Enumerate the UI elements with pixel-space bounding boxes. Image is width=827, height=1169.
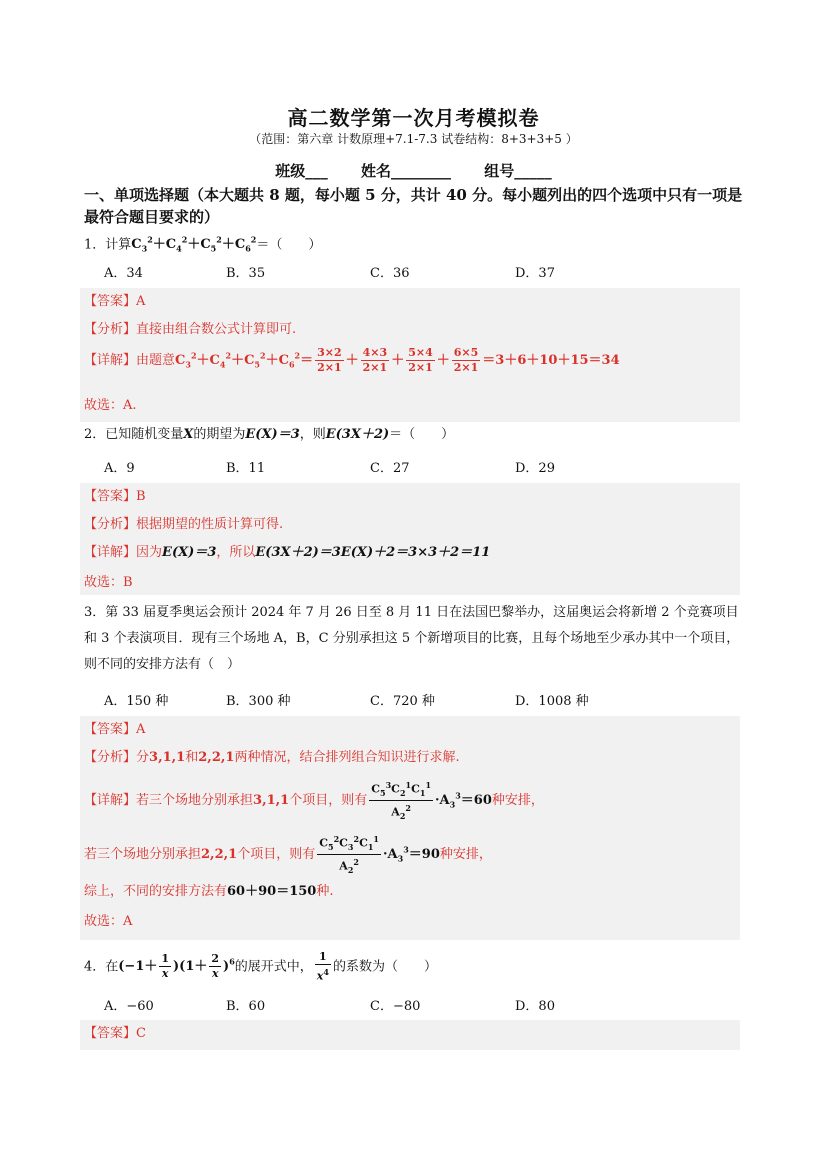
q2-option-b[interactable]: B．11 [226, 461, 266, 476]
q1-detail-result: ＝3＋6＋10＋15＝34 [482, 353, 620, 368]
q3-d1-formula: $\frac{C_5^3C_2^1C_1^1}{A_2^2}$ $\cdot A_3^3$ [371, 780, 461, 821]
question-2-stem [84, 422, 744, 448]
q1-detail-line [84, 346, 620, 375]
q2-var: X [183, 427, 194, 442]
q2-mid2: ，则 [299, 427, 326, 442]
q2-answer-box [80, 483, 740, 595]
q4-option-d[interactable]: D．80 [515, 999, 555, 1014]
class-field: 班级___ [275, 162, 328, 180]
q4-answer-line [84, 1022, 146, 1041]
analysis-tag: 【分析】 [84, 517, 137, 532]
q2-conclusion: 故选：B [84, 575, 133, 590]
q3-analysis-e: 两种情况，结合排列组合知识进行求解. [234, 750, 460, 765]
q1-option-d[interactable]: D．37 [515, 266, 555, 281]
q1-detail-formula: $C_3^2+C_4^2+C_5^2+C_6^2=$ $\frac{3\times 2}{2\times 1}$ ＋ $\frac{4\times 3}{2\times 1}$ ＋ $\frac{5\times 4}{2\times 1}$ ＋ $\frac{6\times 5}{2\times 1}$ [175, 346, 479, 374]
q2-prefix: 2．已知随机变量 [84, 427, 184, 442]
q3-d2-a: 若三个场地分别承担 [84, 846, 202, 862]
q4-option-a[interactable]: A．−60 [104, 999, 154, 1014]
group-field: 组号_____ [484, 162, 552, 180]
analysis-tag: 【分析】 [84, 322, 137, 337]
q3-d2-d: ＝90 [408, 846, 440, 862]
answer-tag: 【答案】 [84, 722, 137, 737]
q1-formula: $C_3^2+C_4^2+C_5^2+C_6^2$ [131, 235, 257, 254]
q3-d1-a: 若三个场地分别承担 [136, 792, 254, 808]
q2-detail-line [84, 541, 490, 560]
q3-d3-c: 种. [316, 884, 334, 899]
analysis-tag: 【分析】 [84, 750, 137, 765]
q2-detail-mid: ，所以 [216, 545, 256, 560]
q2-analysis-line [84, 513, 283, 532]
q1-option-c[interactable]: C．36 [370, 266, 410, 281]
section-heading: 一、单项选择题（本大题共 8 题，每小题 5 分，共计 40 分。每小题列出的四个选项中只有一项是最符合题目要求的） [84, 186, 743, 226]
q2-detail-prefix: 因为 [136, 545, 163, 560]
q3-d2-formula: $\frac{C_5^2C_3^2C_1^1}{A_2^2}$ $\cdot A_3^3$ [319, 834, 409, 875]
q1-prefix: 1．计算 [84, 237, 132, 253]
q3-analysis-d: 2,2,1 [198, 750, 235, 765]
name-field: 姓名________ [360, 162, 451, 180]
q2-answer-line [84, 485, 146, 504]
detail-tag: 【详解】 [84, 353, 137, 368]
q2-option-d[interactable]: D．29 [515, 461, 555, 476]
q2-detail-result: E(3X＋2)＝3E(X)＋2＝3×3＋2＝11 [255, 545, 491, 560]
q2-detail-given: E(X)＝3 [162, 545, 217, 560]
q3-analysis-c: 和 [185, 750, 199, 765]
q2-option-a[interactable]: A．9 [104, 461, 135, 476]
question-4-stem [84, 947, 744, 984]
q3-d3-b: 60＋90＝150 [227, 884, 317, 899]
question-3-stem: 3．第 33 届夏季奥运会预计 2024 年 7 月 26 日至 8 月 11 日在法国巴黎举办，这届奥运会将新增 2 个竞赛项目和 3 个表演项目．现有三个场地 A，B，C 分别承担这 5 个新增项目的比赛，且每个场地至少承办其中一个项目，则不同的安排方法有（ ） [84, 605, 740, 672]
q3-answer-box [80, 716, 740, 940]
q4-prefix: 4．在 [84, 959, 119, 975]
q3-option-c[interactable]: C．720 种 [370, 694, 435, 709]
answer-tag: 【答案】 [84, 1026, 137, 1041]
q4-answer: C [136, 1026, 146, 1041]
q1-conclusion: 故选：A. [84, 398, 137, 413]
q1-answer-box [80, 288, 740, 422]
page-title: 高二数学第一次月考模拟卷 [287, 106, 540, 130]
q4-term: $\frac{1}{x^4}$ [316, 950, 329, 983]
answer-tag: 【答案】 [84, 294, 137, 309]
q1-analysis-line [84, 318, 296, 337]
q1-answer: A [136, 294, 146, 309]
q2-expect: E(X)＝3 [245, 427, 300, 442]
q3-d2-e: 种安排， [439, 846, 492, 862]
q2-answer: B [136, 489, 146, 504]
q3-answer-line [84, 718, 145, 737]
q2-option-c[interactable]: C．27 [370, 461, 410, 476]
detail-tag: 【详解】 [84, 545, 137, 560]
q2-target: E(3X＋2) [325, 427, 390, 442]
q3-analysis-b: 3,1,1 [149, 750, 186, 765]
question-1-stem [84, 227, 744, 262]
q1-analysis: 直接由组合数公式计算即可. [136, 322, 297, 337]
q3-d1-c: 个项目，则有 [289, 792, 368, 808]
q4-answer-box [80, 1020, 740, 1050]
q3-d2-b: 2,2,1 [201, 846, 238, 862]
q4-suffix: 的系数为（ ） [332, 959, 437, 975]
q2-suffix: ＝（ ） [389, 427, 455, 442]
q1-suffix: ＝（ ） [256, 237, 322, 253]
q3-analysis-line [84, 746, 460, 765]
q1-option-b[interactable]: B．35 [226, 266, 266, 281]
q3-analysis-a: 分 [136, 750, 150, 765]
q4-expression: (−1＋ $\frac{1}{x}$ )(1＋ $\frac{2}{x}$ )$^6$ [118, 952, 235, 981]
detail-tag: 【详解】 [84, 792, 137, 808]
q3-option-a[interactable]: A．150 种 [104, 694, 169, 709]
answer-tag: 【答案】 [84, 489, 137, 504]
q3-option-b[interactable]: B．300 种 [226, 694, 291, 709]
q3-answer: A [136, 722, 146, 737]
q4-option-b[interactable]: B．60 [226, 999, 266, 1014]
q3-d3-a: 综上，不同的安排方法有 [84, 884, 228, 899]
q2-mid1: 的期望为 [193, 427, 246, 442]
q3-option-d[interactable]: D．1008 种 [515, 694, 589, 709]
q3-conclusion: 故选：A [84, 914, 133, 929]
q2-analysis: 根据期望的性质计算可得. [136, 517, 284, 532]
q3-d1-b: 3,1,1 [253, 792, 290, 808]
q3-detail1 [84, 778, 544, 823]
q3-detail2 [84, 832, 492, 877]
q3-detail3 [84, 880, 333, 899]
q1-detail-prefix: 由题意 [136, 353, 176, 368]
student-info-line [0, 160, 827, 181]
q4-mid: 的展开式中， [234, 959, 313, 975]
q3-d2-c: 个项目，则有 [237, 846, 316, 862]
q3-d1-d: ＝60 [460, 792, 492, 808]
q4-option-c[interactable]: C．−80 [370, 999, 421, 1014]
page-subtitle: （范围：第六章 计数原理+7.1-7.3 试卷结构：8+3+3+5 ） [249, 132, 578, 146]
q3-d1-e: 种安排， [491, 792, 544, 808]
q1-option-a[interactable]: A．34 [104, 266, 143, 281]
q1-answer-line [84, 290, 145, 309]
